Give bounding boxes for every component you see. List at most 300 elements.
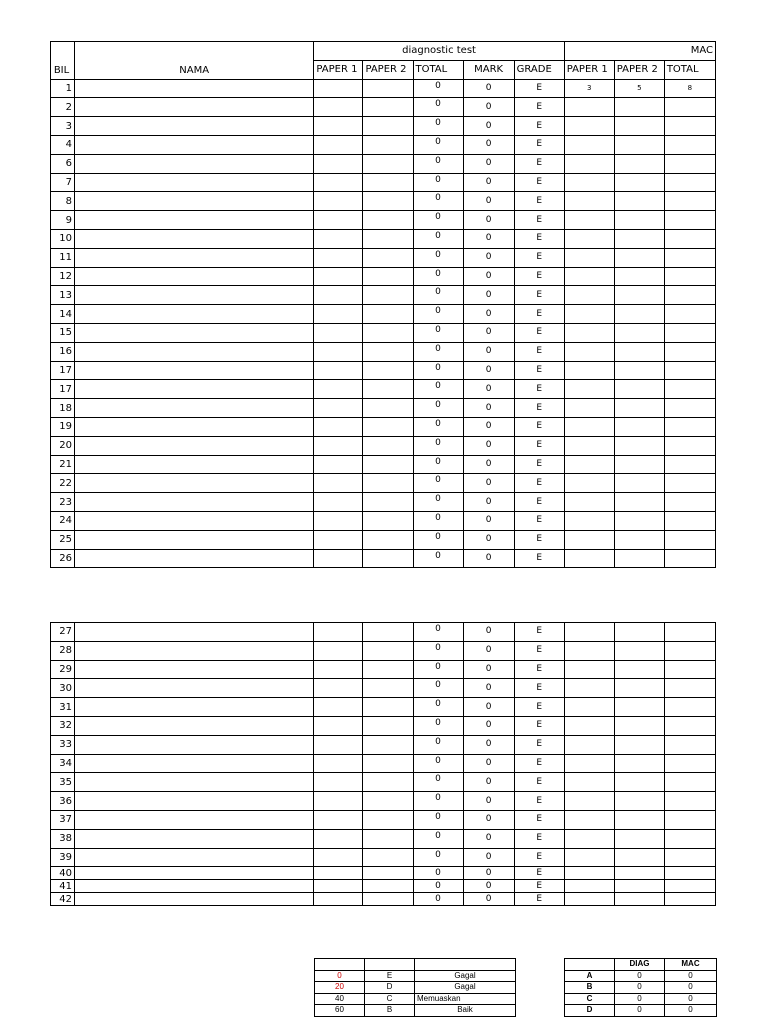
nama-cell [75, 361, 314, 380]
table-row [51, 173, 716, 192]
bil-cell: 41 [51, 880, 75, 893]
mac-total-header: TOTAL [664, 60, 715, 79]
diag-paper2-cell [363, 641, 413, 660]
diag-paper2-cell [363, 173, 413, 192]
diag-total-cell: 0 [413, 474, 463, 493]
diag-mark-cell: 0 [463, 79, 514, 98]
mac-paper2-cell [614, 641, 664, 660]
diag-total-cell: 0 [413, 173, 463, 192]
nama-cell [75, 773, 314, 792]
diag-paper2-cell [363, 810, 413, 829]
mac-total-cell [664, 229, 715, 248]
mac-total-cell: 8 [664, 79, 715, 98]
mac-total-cell [664, 117, 715, 136]
diag-mark-cell: 0 [463, 893, 514, 906]
diag-grade-cell: E [514, 305, 564, 324]
diag-grade-cell: E [514, 173, 564, 192]
summary-diag-cell: 0 [615, 1005, 665, 1017]
bil-cell: 6 [51, 154, 75, 173]
diag-grade-cell: E [514, 660, 564, 679]
mac-paper1-cell [564, 417, 614, 436]
mac-paper1-cell [564, 154, 614, 173]
mac-paper2-cell [614, 192, 664, 211]
bil-cell: 28 [51, 641, 75, 660]
diag-paper2-cell [363, 154, 413, 173]
table-row [51, 880, 716, 893]
diag-total-header: TOTAL [413, 60, 463, 79]
diag-mark-cell: 0 [463, 829, 514, 848]
mac-paper2-cell [614, 380, 664, 399]
diag-total-cell: 0 [413, 754, 463, 773]
bil-cell: 38 [51, 829, 75, 848]
diag-paper2-cell [363, 305, 413, 324]
diag-grade-cell: E [514, 867, 564, 880]
diag-grade-cell: E [514, 792, 564, 811]
table-row [51, 117, 716, 136]
diag-total-cell: 0 [413, 549, 463, 568]
diag-grade-cell: E [514, 641, 564, 660]
mac-paper2-cell: 5 [614, 79, 664, 98]
bil-cell: 36 [51, 792, 75, 811]
nama-cell [75, 211, 314, 230]
bil-cell: 25 [51, 530, 75, 549]
diag-paper2-cell [363, 493, 413, 512]
table-row [51, 716, 716, 735]
diag-paper2-cell [363, 229, 413, 248]
diag-paper1-cell [314, 660, 363, 679]
diag-grade-cell: E [514, 323, 564, 342]
table-row [51, 848, 716, 867]
legend-min-cell: 40 [315, 993, 365, 1005]
table-row [51, 530, 716, 549]
table-row [51, 511, 716, 530]
diag-paper1-cell [314, 511, 363, 530]
mac-paper2-cell [614, 229, 664, 248]
mac-total-cell [664, 848, 715, 867]
diag-mark-cell: 0 [463, 511, 514, 530]
nama-cell [75, 679, 314, 698]
nama-cell [75, 267, 314, 286]
diag-paper1-cell [314, 248, 363, 267]
diag-paper2-cell [363, 248, 413, 267]
diag-grade-cell: E [514, 399, 564, 418]
table-row [51, 436, 716, 455]
table-row [51, 323, 716, 342]
mac-paper2-cell [614, 323, 664, 342]
mac-paper2-cell [614, 117, 664, 136]
legend-grade-cell [365, 959, 415, 971]
diag-paper1-cell [314, 192, 363, 211]
diag-grade-cell: E [514, 342, 564, 361]
mac-paper2-cell [614, 530, 664, 549]
table-row [51, 754, 716, 773]
diag-mark-cell: 0 [463, 323, 514, 342]
diag-paper1-cell [314, 154, 363, 173]
bil-cell: 24 [51, 511, 75, 530]
mac-total-cell [664, 436, 715, 455]
nama-cell [75, 867, 314, 880]
diag-grade-cell: E [514, 361, 564, 380]
nama-cell [75, 117, 314, 136]
legend-grade-cell: E [365, 970, 415, 982]
bil-cell: 42 [51, 893, 75, 906]
diag-grade-cell: E [514, 417, 564, 436]
summary-mac-cell: 0 [665, 970, 717, 982]
diag-mark-cell: 0 [463, 549, 514, 568]
mac-paper2-cell [614, 399, 664, 418]
bil-cell: 15 [51, 323, 75, 342]
diag-total-cell: 0 [413, 641, 463, 660]
diag-paper2-cell [363, 417, 413, 436]
diag-paper2-cell [363, 716, 413, 735]
diag-paper1-cell [314, 98, 363, 117]
nama-cell [75, 436, 314, 455]
nama-cell [75, 248, 314, 267]
diag-paper2-cell [363, 880, 413, 893]
summary-header-row [565, 959, 717, 971]
diag-mark-cell: 0 [463, 117, 514, 136]
table-row [51, 455, 716, 474]
mac-paper2-cell [614, 698, 664, 717]
diag-total-cell: 0 [413, 79, 463, 98]
diag-paper1-cell [314, 267, 363, 286]
diag-paper2-cell [363, 549, 413, 568]
diag-grade-cell: E [514, 229, 564, 248]
diag-total-cell: 0 [413, 698, 463, 717]
legend-desc-cell [415, 959, 516, 971]
diagnostic-test-header: diagnostic test [314, 42, 564, 61]
bil-cell: 34 [51, 754, 75, 773]
diag-paper2-cell [363, 79, 413, 98]
header-group-row [51, 42, 716, 61]
diag-mark-cell: 0 [463, 248, 514, 267]
diag-paper1-cell [314, 848, 363, 867]
diag-mark-cell: 0 [463, 455, 514, 474]
mac-total-cell [664, 810, 715, 829]
diag-total-cell: 0 [413, 660, 463, 679]
nama-cell [75, 474, 314, 493]
diag-paper1-cell [314, 893, 363, 906]
mac-paper1-cell [564, 361, 614, 380]
summary-mac-cell: 0 [665, 993, 717, 1005]
mac-paper1-cell [564, 754, 614, 773]
table-row [51, 399, 716, 418]
mac-total-cell [664, 323, 715, 342]
diag-total-cell: 0 [413, 305, 463, 324]
mac-total-cell [664, 380, 715, 399]
nama-cell [75, 493, 314, 512]
diag-grade-cell: E [514, 773, 564, 792]
mac-paper2-cell [614, 417, 664, 436]
mac-total-cell [664, 867, 715, 880]
diag-mark-header: MARK [463, 60, 514, 79]
bil-cell: 4 [51, 135, 75, 154]
nama-cell [75, 511, 314, 530]
diag-mark-cell: 0 [463, 305, 514, 324]
diag-paper1-cell [314, 810, 363, 829]
table-row [51, 361, 716, 380]
bil-cell: 26 [51, 549, 75, 568]
diag-paper2-cell [363, 192, 413, 211]
table-row [51, 698, 716, 717]
diag-grade-cell: E [514, 810, 564, 829]
diag-grade-cell: E [514, 436, 564, 455]
mac-total-cell [664, 342, 715, 361]
summary-row [565, 970, 717, 982]
mac-paper2-cell [614, 679, 664, 698]
grade-summary-table [564, 958, 717, 1017]
diag-total-cell: 0 [413, 135, 463, 154]
diag-paper1-cell [314, 773, 363, 792]
mac-paper1-cell [564, 455, 614, 474]
table-row [51, 229, 716, 248]
summary-diag-cell: 0 [615, 982, 665, 994]
diag-grade-cell: E [514, 754, 564, 773]
diag-paper1-cell [314, 417, 363, 436]
diag-total-cell: 0 [413, 399, 463, 418]
diag-paper2-cell [363, 361, 413, 380]
nama-cell [75, 641, 314, 660]
diag-paper2-cell [363, 117, 413, 136]
diag-mark-cell: 0 [463, 735, 514, 754]
table-row [51, 267, 716, 286]
diag-grade-cell: E [514, 192, 564, 211]
diag-paper1-cell [314, 698, 363, 717]
diag-paper1-cell [314, 399, 363, 418]
diag-mark-cell: 0 [463, 660, 514, 679]
mac-paper1-cell [564, 829, 614, 848]
nama-cell [75, 154, 314, 173]
table-row [51, 135, 716, 154]
mac-paper2-cell [614, 455, 664, 474]
table-row [51, 792, 716, 811]
mac-paper2-header: PAPER 2 [614, 60, 664, 79]
mac-paper1-cell: 3 [564, 79, 614, 98]
diag-total-cell: 0 [413, 154, 463, 173]
diag-paper1-cell [314, 117, 363, 136]
diag-paper1-cell [314, 173, 363, 192]
diag-paper2-cell [363, 135, 413, 154]
mac-paper1-cell [564, 880, 614, 893]
nama-cell [75, 623, 314, 642]
bil-cell: 3 [51, 117, 75, 136]
summary-diag-cell: 0 [615, 993, 665, 1005]
bil-cell: 11 [51, 248, 75, 267]
diag-total-cell: 0 [413, 286, 463, 305]
diag-paper2-cell [363, 735, 413, 754]
diag-grade-cell: E [514, 154, 564, 173]
bil-cell: 30 [51, 679, 75, 698]
summary-mac-header: MAC [665, 959, 717, 971]
bil-cell: 19 [51, 417, 75, 436]
legend-grade-cell: C [365, 993, 415, 1005]
nama-cell [75, 754, 314, 773]
nama-cell [75, 173, 314, 192]
mac-paper2-cell [614, 342, 664, 361]
legend-grade-cell: D [365, 982, 415, 994]
diag-total-cell: 0 [413, 792, 463, 811]
bil-cell: 2 [51, 98, 75, 117]
diag-grade-cell: E [514, 79, 564, 98]
nama-cell [75, 79, 314, 98]
bil-cell: 9 [51, 211, 75, 230]
table-row [51, 79, 716, 98]
mac-total-cell [664, 192, 715, 211]
mac-total-cell [664, 716, 715, 735]
nama-cell [75, 342, 314, 361]
diag-paper2-cell [363, 380, 413, 399]
diag-paper2-cell [363, 98, 413, 117]
mac-paper1-cell [564, 248, 614, 267]
diag-total-cell: 0 [413, 361, 463, 380]
mac-paper2-cell [614, 493, 664, 512]
legend-min-cell: 0 [315, 970, 365, 982]
bil-cell: 35 [51, 773, 75, 792]
diag-total-cell: 0 [413, 530, 463, 549]
diag-grade-cell: E [514, 211, 564, 230]
table-row [51, 305, 716, 324]
mac-paper1-cell [564, 117, 614, 136]
diag-mark-cell: 0 [463, 380, 514, 399]
diag-grade-cell: E [514, 380, 564, 399]
diag-paper2-cell [363, 455, 413, 474]
diag-mark-cell: 0 [463, 135, 514, 154]
mac-paper2-cell [614, 792, 664, 811]
diag-mark-cell: 0 [463, 716, 514, 735]
mac-paper1-cell [564, 98, 614, 117]
table-row [51, 660, 716, 679]
mac-paper1-cell [564, 173, 614, 192]
bil-cell: 7 [51, 173, 75, 192]
mac-paper2-cell [614, 267, 664, 286]
mac-paper1-cell [564, 436, 614, 455]
legend-min-cell: 60 [315, 1005, 365, 1017]
mac-total-cell [664, 493, 715, 512]
mac-paper1-cell [564, 286, 614, 305]
diag-grade-cell: E [514, 698, 564, 717]
mac-paper1-cell [564, 399, 614, 418]
diag-grade-cell: E [514, 735, 564, 754]
diag-mark-cell: 0 [463, 623, 514, 642]
mac-paper1-cell [564, 679, 614, 698]
diag-paper1-cell [314, 754, 363, 773]
mac-paper2-cell [614, 848, 664, 867]
diag-paper1-cell [314, 829, 363, 848]
mac-paper2-cell [614, 361, 664, 380]
summary-grade-cell: C [565, 993, 615, 1005]
mac-paper1-cell [564, 530, 614, 549]
diag-paper1-cell [314, 735, 363, 754]
diag-grade-cell: E [514, 829, 564, 848]
legend-row [315, 982, 516, 994]
diag-grade-cell: E [514, 716, 564, 735]
summary-row [565, 1005, 717, 1017]
bil-cell: 31 [51, 698, 75, 717]
mac-paper2-cell [614, 248, 664, 267]
diag-total-cell: 0 [413, 98, 463, 117]
mac-total-cell [664, 361, 715, 380]
diag-grade-cell: E [514, 623, 564, 642]
diag-grade-cell: E [514, 893, 564, 906]
nama-cell [75, 455, 314, 474]
diag-total-cell: 0 [413, 229, 463, 248]
mac-total-cell [664, 399, 715, 418]
diag-paper1-cell [314, 436, 363, 455]
diag-paper1-cell [314, 380, 363, 399]
bil-cell: 27 [51, 623, 75, 642]
summary-row [565, 982, 717, 994]
mac-paper1-cell [564, 192, 614, 211]
nama-cell [75, 305, 314, 324]
diag-paper1-cell [314, 211, 363, 230]
bil-cell: 12 [51, 267, 75, 286]
mac-total-cell [664, 829, 715, 848]
nama-cell [75, 698, 314, 717]
summary-corner [565, 959, 615, 971]
diag-paper1-cell [314, 79, 363, 98]
nama-cell [75, 660, 314, 679]
diag-mark-cell: 0 [463, 641, 514, 660]
diag-grade-cell: E [514, 880, 564, 893]
diag-total-cell: 0 [413, 893, 463, 906]
mac-paper2-cell [614, 135, 664, 154]
grade-legend-table [314, 958, 516, 1017]
bil-cell: 1 [51, 79, 75, 98]
mac-paper2-cell [614, 867, 664, 880]
diag-mark-cell: 0 [463, 773, 514, 792]
legend-min-cell: 20 [315, 982, 365, 994]
table-row [51, 679, 716, 698]
mac-total-cell [664, 173, 715, 192]
table-row [51, 867, 716, 880]
mac-paper1-cell [564, 867, 614, 880]
mac-paper2-cell [614, 810, 664, 829]
table-row [51, 98, 716, 117]
diag-paper2-cell [363, 848, 413, 867]
mac-paper1-cell [564, 641, 614, 660]
mac-total-cell [664, 754, 715, 773]
diag-paper2-cell [363, 773, 413, 792]
diag-mark-cell: 0 [463, 530, 514, 549]
mac-paper2-cell [614, 436, 664, 455]
diag-total-cell: 0 [413, 623, 463, 642]
diag-paper1-cell [314, 549, 363, 568]
legend-grade-cell: B [365, 1005, 415, 1017]
diag-mark-cell: 0 [463, 192, 514, 211]
bil-cell: 18 [51, 399, 75, 418]
diag-mark-cell: 0 [463, 867, 514, 880]
legend-row [315, 993, 516, 1005]
diag-total-cell: 0 [413, 192, 463, 211]
bil-cell: 17 [51, 380, 75, 399]
nama-cell [75, 893, 314, 906]
diag-grade-cell: E [514, 530, 564, 549]
table-row [51, 735, 716, 754]
diag-mark-cell: 0 [463, 474, 514, 493]
diag-mark-cell: 0 [463, 493, 514, 512]
diag-grade-cell: E [514, 117, 564, 136]
nama-cell [75, 323, 314, 342]
diag-mark-cell: 0 [463, 98, 514, 117]
diag-grade-cell: E [514, 474, 564, 493]
diag-paper1-cell [314, 361, 363, 380]
diag-total-cell: 0 [413, 248, 463, 267]
student-marks-table-continued [50, 622, 716, 906]
mac-total-cell [664, 211, 715, 230]
legend-row [315, 970, 516, 982]
diag-grade-cell: E [514, 679, 564, 698]
mac-paper2-cell [614, 735, 664, 754]
